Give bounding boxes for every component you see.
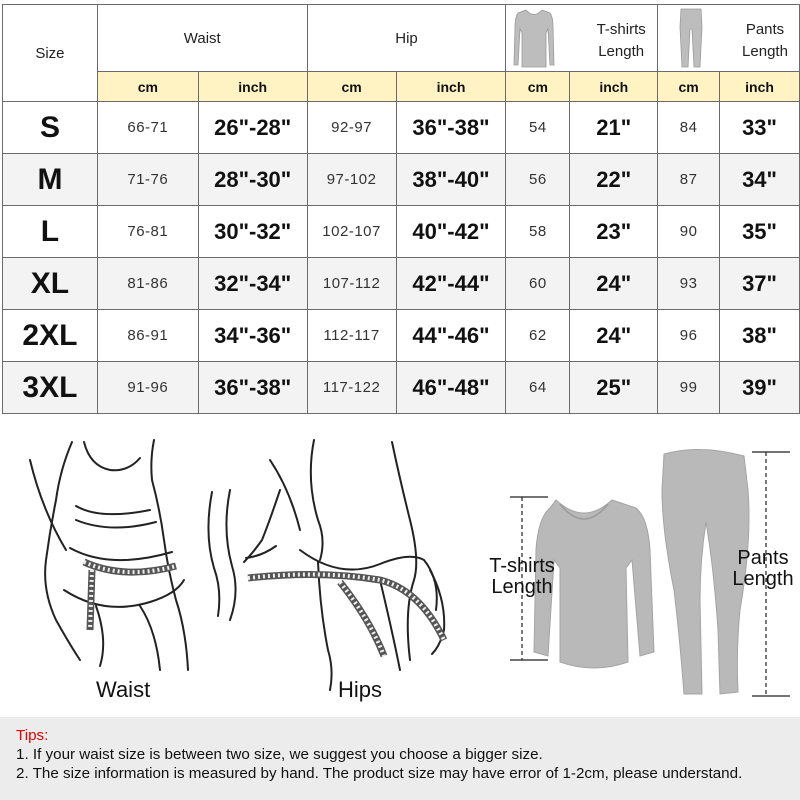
pants-inch-cell: 33" — [720, 102, 800, 154]
tshirt-inch-cell: 21" — [570, 102, 658, 154]
subheader-hip-cm: cm — [307, 72, 396, 102]
hip-inch-cell: 44"-46" — [396, 310, 506, 362]
pants-thumbnail-icon — [678, 7, 704, 69]
table-row — [3, 206, 800, 258]
table-row — [3, 310, 800, 362]
tshirt-caption-line2: Length — [491, 576, 553, 598]
table-subheader-row — [3, 72, 800, 102]
hip-inch-cell: 36"-38" — [396, 102, 506, 154]
size-label: S — [3, 102, 98, 154]
pants-cm-cell: 93 — [658, 258, 720, 310]
hip-cm-cell: 117-122 — [307, 362, 396, 414]
table-header-row — [3, 5, 800, 72]
hip-cm-cell: 92-97 — [307, 102, 396, 154]
header-tshirt-line2: Length — [598, 43, 645, 60]
size-label: 2XL — [3, 310, 98, 362]
waist-figure-drawing — [30, 440, 236, 670]
hip-inch-cell: 46"-48" — [396, 362, 506, 414]
size-label: XL — [3, 258, 98, 310]
pants-inch-cell: 34" — [720, 154, 800, 206]
waist-inch-cell: 28"-30" — [198, 154, 307, 206]
pants-inch-cell: 35" — [720, 206, 800, 258]
table-row — [3, 154, 800, 206]
table-row — [3, 258, 800, 310]
header-waist: Waist — [97, 5, 307, 72]
hips-measuring-tape — [248, 574, 444, 656]
tip-line-1: 1. If your waist size is between two size, we suggest you choose a bigger size. — [16, 746, 543, 763]
tshirt-cm-cell: 54 — [506, 102, 570, 154]
subheader-tshirt-cm: cm — [506, 72, 570, 102]
waist-cm-cell: 86-91 — [97, 310, 198, 362]
waist-cm-cell: 66-71 — [97, 102, 198, 154]
measurement-drawings — [0, 430, 800, 710]
waist-inch-cell: 36"-38" — [198, 362, 307, 414]
header-hip: Hip — [307, 5, 506, 72]
pants-cm-cell: 84 — [658, 102, 720, 154]
tshirt-inch-cell: 24" — [570, 258, 658, 310]
size-label: L — [3, 206, 98, 258]
header-pants-line1: Pants — [745, 21, 785, 38]
tshirt-cm-cell: 56 — [506, 154, 570, 206]
subheader-pants-inch: inch — [720, 72, 800, 102]
pants-cm-cell: 99 — [658, 362, 720, 414]
waist-inch-cell: 30"-32" — [198, 206, 307, 258]
header-tshirt-line1: T-shirts — [596, 21, 646, 38]
table-row — [3, 102, 800, 154]
tshirt-cm-cell: 64 — [506, 362, 570, 414]
waist-cm-cell: 76-81 — [97, 206, 198, 258]
tip-line-2: 2. The size information is measured by hand. The product size may have error of 1-2cm, please understand. — [16, 765, 743, 782]
waist-inch-cell: 34"-36" — [198, 310, 307, 362]
tshirt-thumbnail-icon — [512, 7, 556, 69]
tshirt-cm-cell: 60 — [506, 258, 570, 310]
tips-panel — [0, 717, 800, 800]
tshirt-length-caption — [480, 556, 564, 598]
size-chart-table — [2, 4, 800, 414]
tshirt-inch-cell: 23" — [570, 206, 658, 258]
subheader-pants-cm: cm — [658, 72, 720, 102]
subheader-waist-cm: cm — [97, 72, 198, 102]
subheader-tshirt-inch: inch — [570, 72, 658, 102]
pants-length-caption — [726, 548, 800, 590]
measurement-illustrations — [0, 430, 800, 710]
waist-cm-cell: 91-96 — [97, 362, 198, 414]
pants-cm-cell: 87 — [658, 154, 720, 206]
waist-inch-cell: 32"-34" — [198, 258, 307, 310]
hip-cm-cell: 97-102 — [307, 154, 396, 206]
subheader-hip-inch: inch — [396, 72, 506, 102]
hip-cm-cell: 102-107 — [307, 206, 396, 258]
hip-cm-cell: 107-112 — [307, 258, 396, 310]
header-size: Size — [3, 5, 98, 102]
hip-cm-cell: 112-117 — [307, 310, 396, 362]
tshirt-cm-cell: 58 — [506, 206, 570, 258]
header-pants-line2: Length — [742, 43, 788, 60]
pants-inch-cell: 37" — [720, 258, 800, 310]
tshirt-inch-cell: 22" — [570, 154, 658, 206]
header-pants-length — [658, 5, 800, 72]
tshirt-inch-cell: 24" — [570, 310, 658, 362]
hip-inch-cell: 40"-42" — [396, 206, 506, 258]
waist-inch-cell: 26"-28" — [198, 102, 307, 154]
size-label: 3XL — [3, 362, 98, 414]
tips-title: Tips: — [16, 727, 49, 744]
hips-figure-drawing — [244, 440, 444, 690]
table-row — [3, 362, 800, 414]
size-label: M — [3, 154, 98, 206]
hip-inch-cell: 38"-40" — [396, 154, 506, 206]
pants-caption-line2: Length — [732, 568, 794, 590]
subheader-waist-inch: inch — [198, 72, 307, 102]
tshirt-caption-line1: T-shirts — [489, 555, 555, 577]
waist-measuring-tape — [84, 562, 176, 630]
waist-cm-cell: 81-86 — [97, 258, 198, 310]
pants-inch-cell: 38" — [720, 310, 800, 362]
tshirt-inch-cell: 25" — [570, 362, 658, 414]
waist-cm-cell: 71-76 — [97, 154, 198, 206]
pants-cm-cell: 96 — [658, 310, 720, 362]
waist-caption: Waist — [96, 677, 151, 702]
hip-inch-cell: 42"-44" — [396, 258, 506, 310]
hips-caption: Hips — [338, 677, 383, 702]
pants-caption-line1: Pants — [737, 547, 789, 569]
header-tshirt-length — [506, 5, 658, 72]
pants-inch-cell: 39" — [720, 362, 800, 414]
tshirt-cm-cell: 62 — [506, 310, 570, 362]
pants-cm-cell: 90 — [658, 206, 720, 258]
